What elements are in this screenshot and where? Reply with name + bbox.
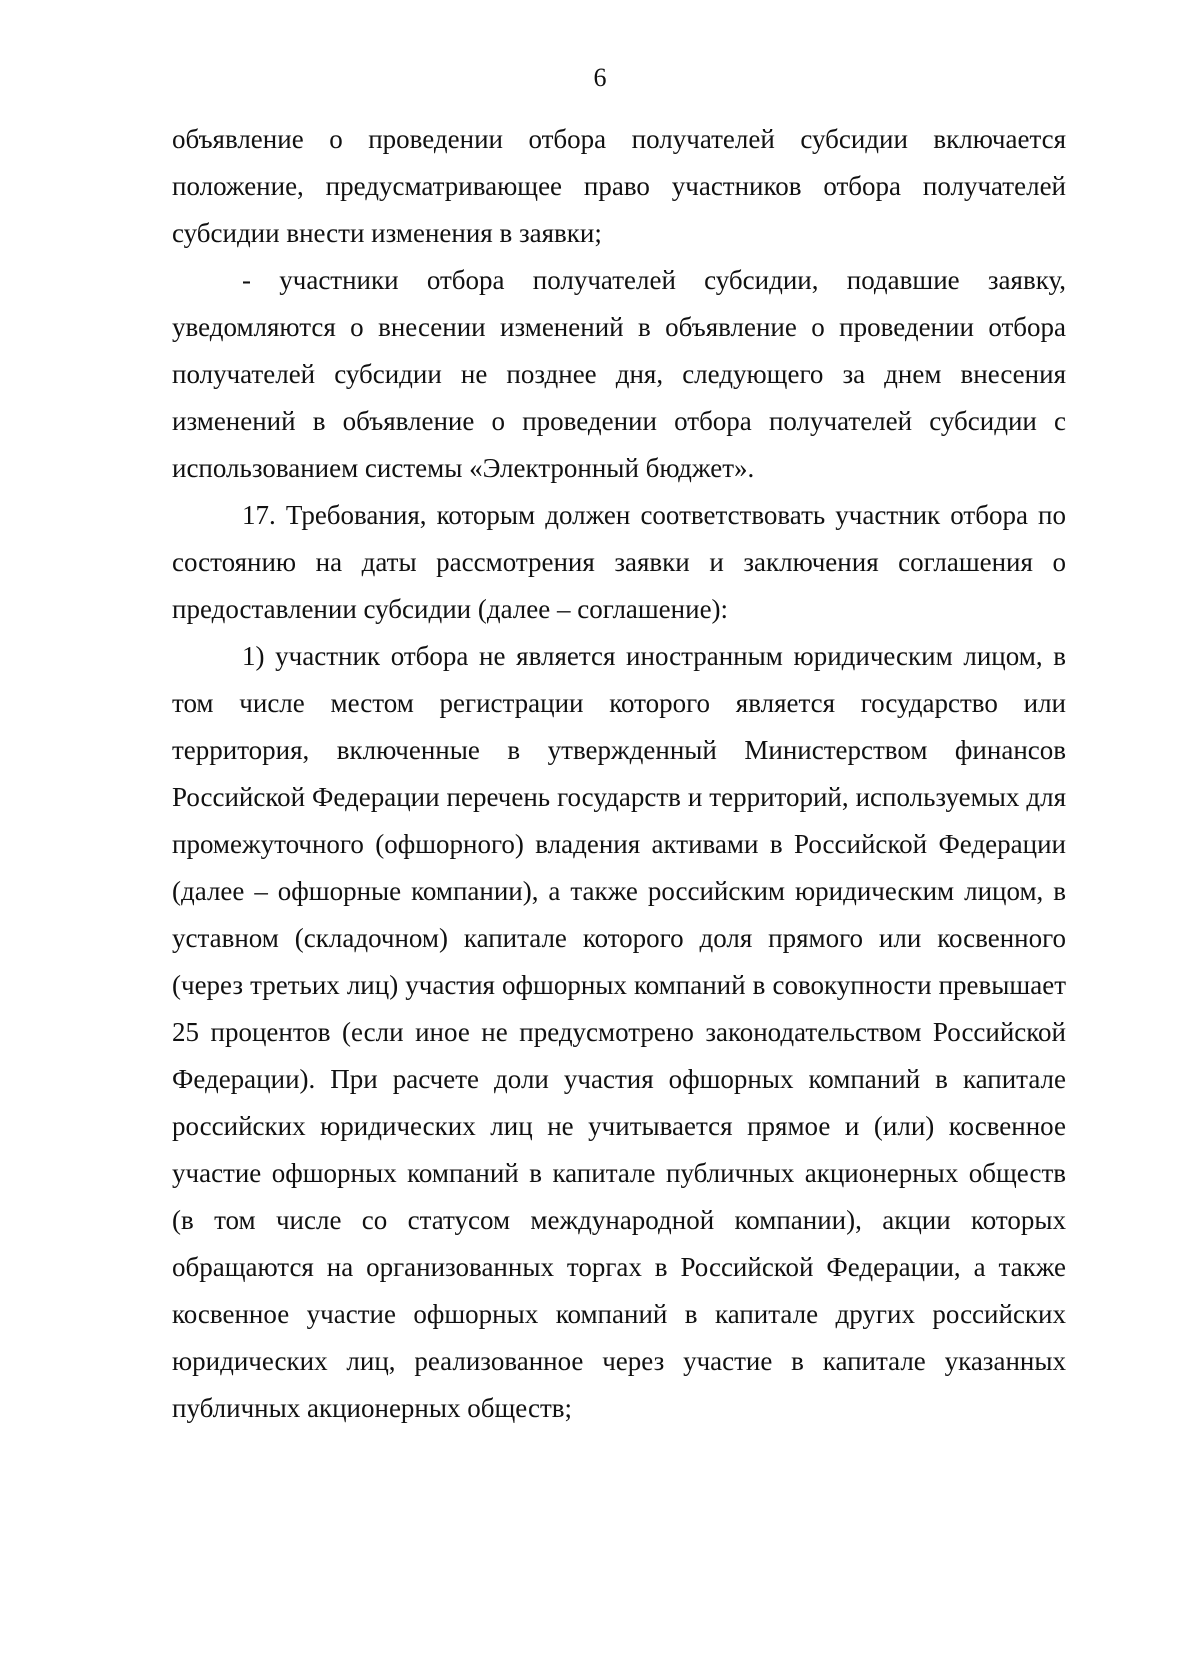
- paragraph-continuation: объявление о проведении отбора получателей субсидии включается положение, предусматривающее право участников отбора получателей субсидии внести изменения в заявки;: [172, 124, 1066, 248]
- paragraph-requirement-1: 1) участник отбора не является иностранным юридическим лицом, в том числе местом регистрации которого является государство или территория, включенные в утвержденный Министерством финансов Российской Федерации перечень государств и территорий, используемых для промежуточного (офшорного) владения активами в Российской Федерации (далее – офшорные компании), а также российским юридическим лицом, в уставном (складочном) капитале которого доля прямого или косвенного (через третьих лиц) участия офшорных компаний в совокупности превышает 25 процентов (если иное не предусмотрено законодательством Российской Федерации). При расчете доли участия офшорных компаний в капитале российских юридических лиц не учитывается прямое и (или) косвенное участие офшорных компаний в капитале публичных акционерных обществ (в том числе со статусом международной компании), акции которых обращаются на организованных торгах в Российской Федерации, а также косвенное участие офшорных компаний в капитале других российских юридических лиц, реализованное через участие в капитале указанных публичных акционерных обществ;: [172, 641, 1066, 1423]
- page-number: 6: [593, 63, 607, 92]
- document-body: [172, 116, 1066, 1432]
- paragraph-requirements-17: 17. Требования, которым должен соответствовать участник отбора по состоянию на даты рассмотрения заявки и заключения соглашения о предоставлении субсидии (далее – соглашение):: [172, 500, 1066, 624]
- paragraph-notification: - участники отбора получателей субсидии, подавшие заявку, уведомляются о внесении изменений в объявление о проведении отбора получателей субсидии не позднее дня, следующего за днем внесения изменений в объявление о проведении отбора получателей субсидии с использованием системы «Электронный бюджет».: [172, 265, 1066, 483]
